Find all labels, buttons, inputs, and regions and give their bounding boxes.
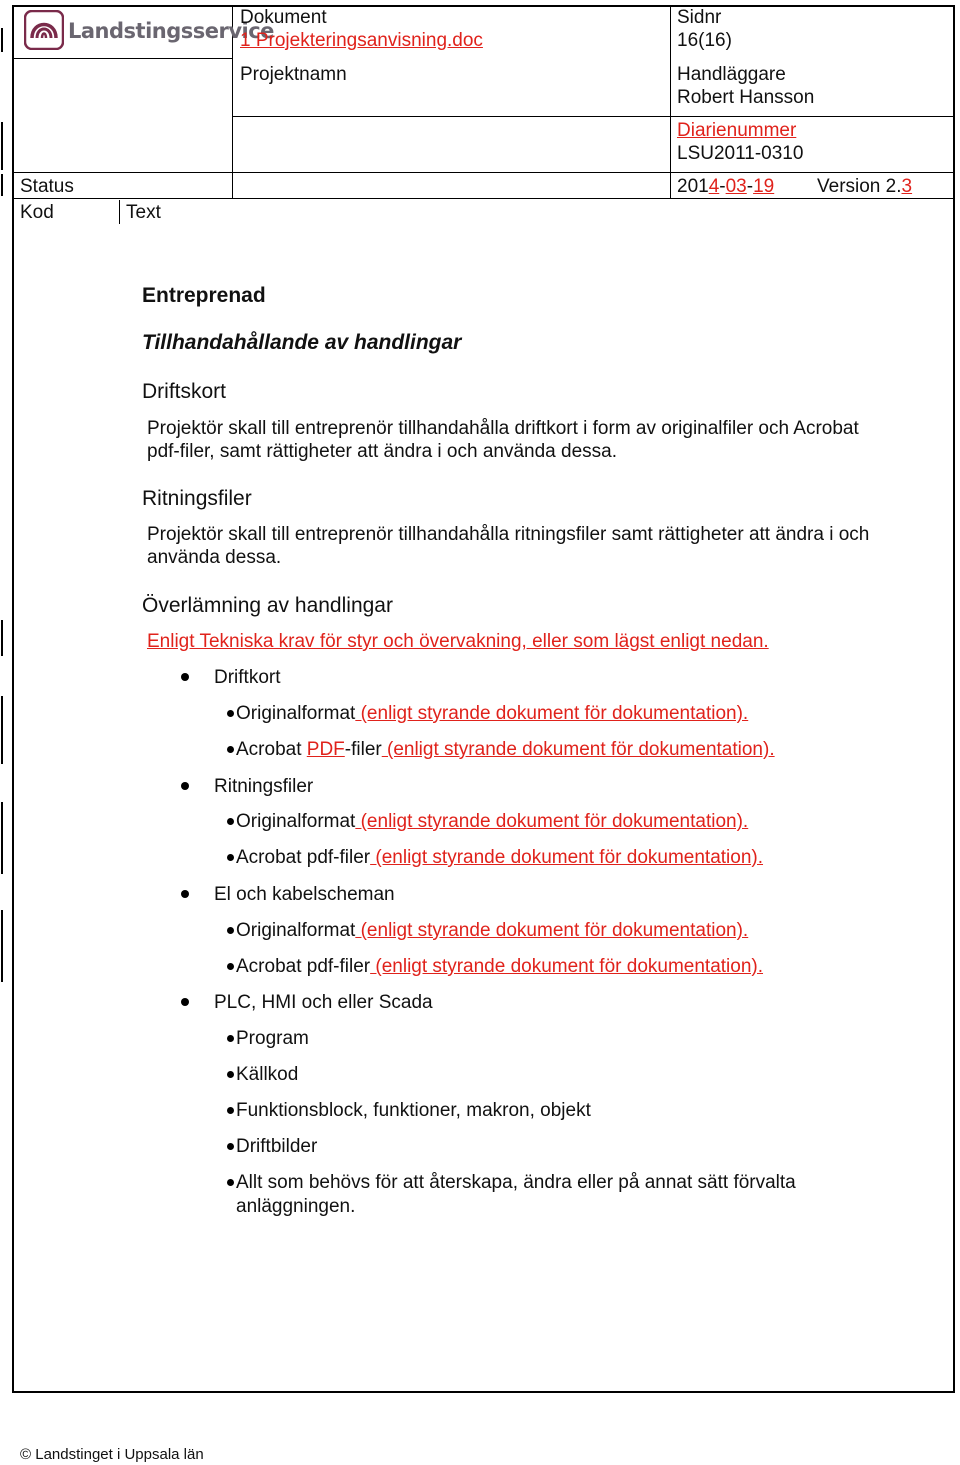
change-bar [1, 802, 3, 874]
list-item: Allt som behövs för att återskapa, ändra eller på annat sätt förvalta [236, 1172, 796, 1193]
footer-text: Landstinget i Uppsala län [35, 1446, 204, 1463]
bullet-icon [227, 818, 234, 825]
list-item: PLC, HMI och eller Scada [214, 992, 433, 1013]
logo-text: Landstingsservice [68, 19, 274, 43]
handlaggare-label: Handläggare [677, 64, 786, 85]
document-version: Version 2.3 [817, 176, 913, 197]
paragraph-ritningsfiler-line-1: Projektör skall till entreprenör tillhandahålla ritningsfiler samt rättigheter att ändra i och [147, 524, 870, 545]
copyright-icon: © [20, 1446, 32, 1463]
footer [20, 1446, 204, 1463]
header-divider [14, 198, 954, 199]
list-item: Driftbilder [236, 1136, 318, 1157]
logo-emblem-icon [24, 10, 64, 50]
bullet-icon [227, 1107, 234, 1114]
bullet-icon [227, 1035, 234, 1042]
logo [24, 10, 274, 50]
list-item: El och kabelscheman [214, 884, 395, 905]
header-divider [14, 58, 232, 59]
list-item: Originalformat (enligt styrande dokument för dokumentation). [236, 920, 749, 941]
change-bar [1, 696, 3, 764]
change-bar [1, 174, 3, 196]
section-heading-ritningsfiler: Ritningsfiler [142, 487, 252, 510]
document-date: 2014-03-19 [677, 176, 775, 197]
list-item: Acrobat PDF-filer (enligt styrande dokument för dokumentation). [236, 739, 775, 760]
list-item: Källkod [236, 1064, 299, 1085]
list-item: Program [236, 1028, 309, 1049]
section-heading-driftskort: Driftskort [142, 380, 226, 403]
status-label: Status [20, 176, 74, 197]
bullet-icon [227, 1071, 234, 1078]
bullet-icon [181, 673, 189, 681]
bullet-icon [181, 782, 189, 790]
dokument-link[interactable]: 1 Projekteringsanvisning.doc [240, 30, 483, 51]
bullet-icon [181, 890, 189, 898]
handlaggare-value: Robert Hansson [677, 87, 815, 108]
bullet-icon [227, 746, 234, 753]
header-divider [670, 5, 671, 198]
page-subheading: Tillhandahållande av handlingar [142, 331, 462, 354]
change-bar [1, 620, 3, 656]
sidnr-label: Sidnr [677, 7, 722, 28]
list-item: Acrobat pdf-filer (enligt styrande dokument för dokumentation). [236, 956, 764, 977]
section-heading-overlamning: Överlämning av handlingar [142, 594, 393, 617]
header-divider [232, 116, 954, 117]
bullet-icon [227, 963, 234, 970]
list-item: Acrobat pdf-filer (enligt styrande dokument för dokumentation). [236, 847, 764, 868]
bullet-icon [227, 710, 234, 717]
text-label: Text [126, 202, 161, 223]
paragraph-driftskort-line-2: pdf-filer, samt rättigheter att ändra i och använda dessa. [147, 441, 617, 462]
header-divider [14, 172, 954, 173]
bullet-icon [227, 1143, 234, 1150]
page-heading: Entreprenad [142, 284, 266, 307]
paragraph-ritningsfiler-line-2: använda dessa. [147, 547, 282, 568]
diarienummer-label: Diarienummer [677, 120, 797, 141]
sidnr-value: 16(16) [677, 30, 732, 51]
list-item: Driftkort [214, 667, 281, 688]
projektnamn-label: Projektnamn [240, 64, 347, 85]
bullet-icon [227, 927, 234, 934]
list-item-continuation: anläggningen. [236, 1196, 356, 1217]
list-item: Ritningsfiler [214, 776, 314, 797]
header-divider [119, 200, 120, 224]
change-bar [1, 122, 3, 170]
kod-label: Kod [20, 202, 54, 223]
list-item: Originalformat (enligt styrande dokument för dokumentation). [236, 703, 749, 724]
paragraph-overlamning: Enligt Tekniska krav för styr och övervakning, eller som lägst enligt nedan. [147, 631, 769, 652]
paragraph-driftskort-line-1: Projektör skall till entreprenör tillhandahålla driftkort i form av originalfiler och Acrobat [147, 418, 859, 439]
list-item: Funktionsblock, funktioner, makron, objekt [236, 1100, 591, 1121]
bullet-icon [181, 998, 189, 1006]
bullet-icon [227, 854, 234, 861]
diarienummer-value: LSU2011-0310 [677, 143, 804, 164]
dokument-label: Dokument [240, 7, 327, 28]
list-item: Originalformat (enligt styrande dokument för dokumentation). [236, 811, 749, 832]
change-bar [1, 910, 3, 982]
bullet-icon [227, 1179, 234, 1186]
change-bar [1, 28, 3, 52]
